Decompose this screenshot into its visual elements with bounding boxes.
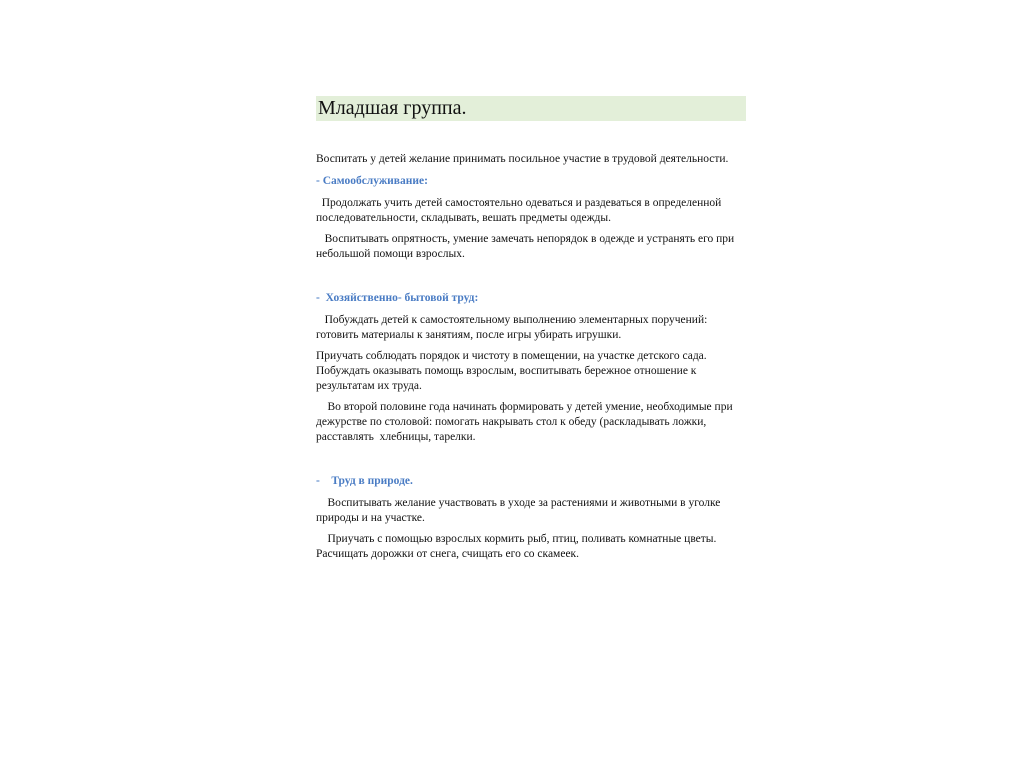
section-paragraph: Во второй половине года начинать формировать у детей умение, необходимые при дежурстве по столовой: помогать накрывать стол к обеду (раскладывать ложки, расставлять хлебницы, тарелки. — [316, 401, 736, 443]
section-heading-self-service: - Самообслуживание: — [316, 175, 428, 187]
intro-paragraph: Воспитать у детей желание принимать посильное участие в трудовой деятельности. — [316, 153, 729, 165]
section-heading-household-work: - Хозяйственно- бытовой труд: — [316, 292, 479, 304]
section-paragraph: Приучать соблюдать порядок и чистоту в помещении, на участке детского сада. Побуждать оказывать помощь взрослым, воспитывать бережное отношение к результатам их труда. — [316, 350, 710, 392]
section-paragraph: Продолжать учить детей самостоятельно одеваться и раздеваться в определенной последовательности, складывать, вешать предметы одежды. — [316, 197, 728, 224]
section-paragraph: Побуждать детей к самостоятельному выполнению элементарных поручений: готовить материалы к занятиям, после игры убирать игрушки. — [316, 314, 711, 341]
page-title: Младшая группа. — [316, 96, 746, 121]
section-paragraph: Приучать с помощью взрослых кормить рыб, птиц, поливать комнатные цветы. Расчищать дорожки от снега, счищать его со скамеек. — [316, 533, 720, 560]
section-paragraph: Воспитывать желание участвовать в уходе за растениями и животными в уголке природы и на участке. — [316, 497, 724, 524]
section-paragraph: Воспитывать опрятность, умение замечать непорядок в одежде и устранять его при небольшой помощи взрослых. — [316, 233, 738, 260]
section-heading-nature-work: - Труд в природе. — [316, 475, 413, 487]
document-content — [316, 96, 746, 562]
